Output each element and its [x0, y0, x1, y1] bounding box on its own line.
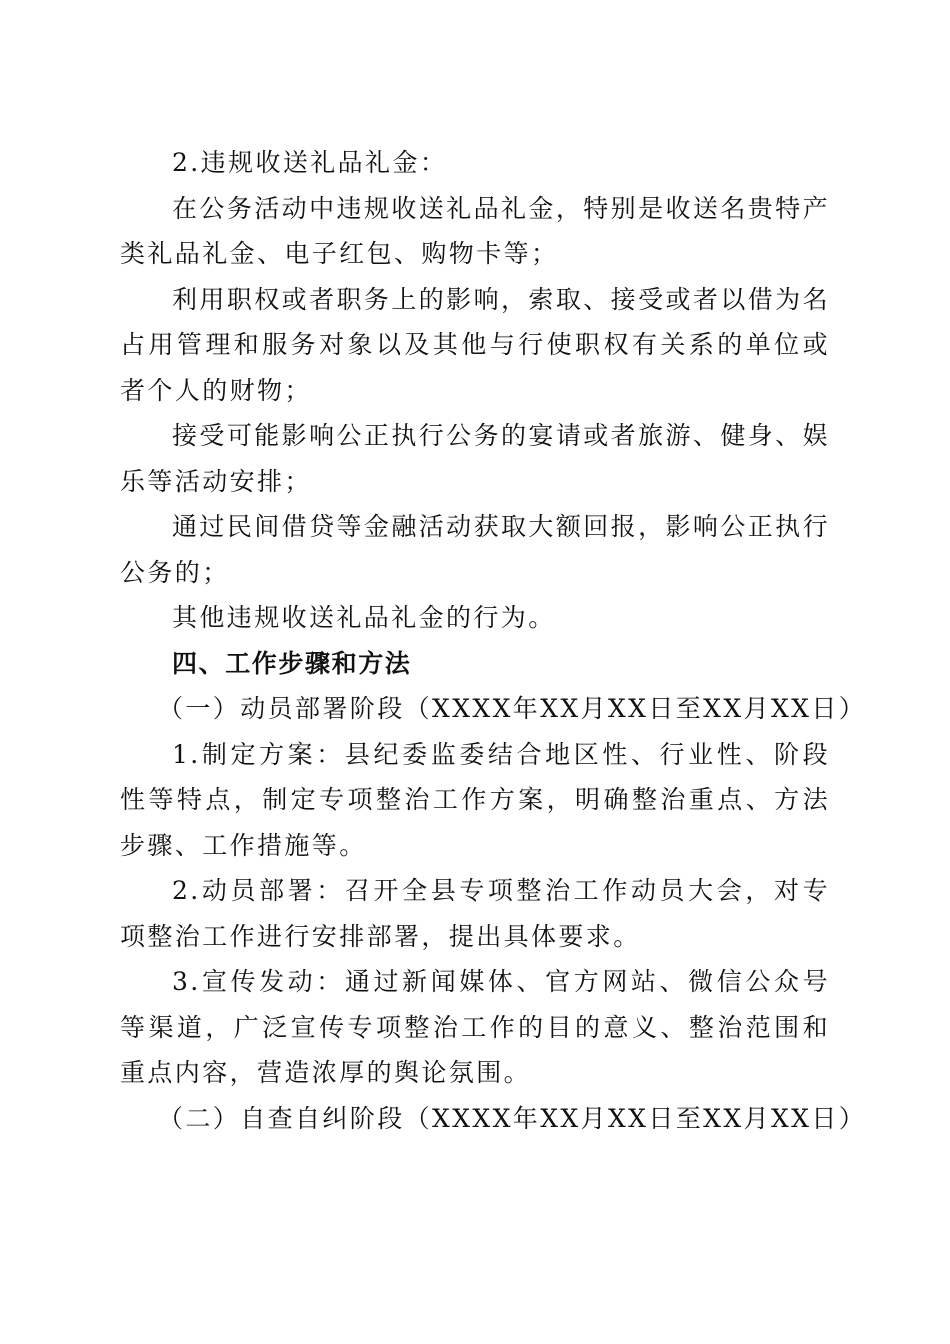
subsection-heading-self-inspection: （二）自查自纠阶段（XXXX年XX月XX日至XX月XX日）	[158, 1103, 867, 1133]
paragraph-private-lending: 通过民间借贷等金融活动获取大额回报，影响公正执行公务的；	[120, 512, 830, 587]
section-heading-steps: 四、工作步骤和方法	[172, 648, 412, 678]
paragraph-other-violations: 其他违规收送礼品礼金的行为。	[172, 603, 556, 632]
subsection-heading-mobilization: （一）动员部署阶段（XXXX年XX月XX日至XX月XX日）	[158, 694, 867, 723]
paragraph-publicity: 3.宣传发动：通过新闻媒体、官方网站、微信公众号等渠道，广泛宣传专项整治工作的目的意义、整治范围和重点内容，营造浓厚的舆论氛围。	[120, 967, 830, 1087]
paragraph-abuse-of-power: 利用职权或者职务上的影响，索取、接受或者以借为名占用管理和服务对象以及其他与行使职权有关系的单位或者个人的财物；	[120, 284, 830, 405]
paragraph-banquets-travel: 接受可能影响公正执行公务的宴请或者旅游、健身、娱乐等活动安排；	[120, 421, 830, 496]
list-item-gifts-heading: 2.违规收送礼品礼金：	[172, 148, 448, 177]
paragraph-official-gifts: 在公务活动中违规收送礼品礼金，特别是收送名贵特产类礼品礼金、电子红包、购物卡等；	[120, 193, 830, 268]
paragraph-mobilization-meeting: 2.动员部署：召开全县专项整治工作动员大会，对专项整治工作进行安排部署，提出具体要求。	[120, 876, 830, 951]
document-body	[120, 140, 867, 1141]
paragraph-formulate-plan: 1.制定方案：县纪委监委结合地区性、行业性、阶段性等特点，制定专项整治工作方案，明确整治重点、方法步骤、工作措施等。	[120, 739, 830, 860]
